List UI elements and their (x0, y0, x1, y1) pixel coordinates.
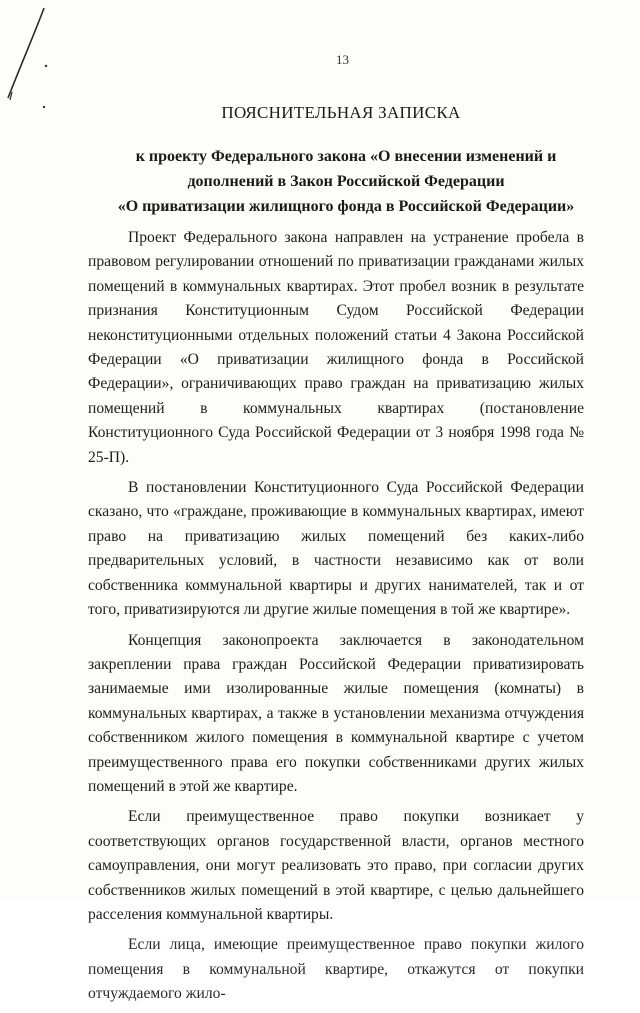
subtitle-line: дополнений в Закон Российской Федерации (187, 173, 505, 190)
document-subtitle (96, 144, 596, 219)
page-number: 13 (336, 52, 349, 67)
body-paragraph: Проект Федерального закона направлен на устранение пробела в правовом регулировании отношений по приватизации гражданами жилых помещений в коммунальных квартирах. Этот пробел возник в результате признания Конституционным Судом Российской Федерации неконституционными отдельных положений статьи 4 Закона Российской Федерации «О приватизации жилищного фонда в Российской Федерации», ограничивающих право граждан на приватизацию жилых помещений в коммунальных квартирах (постановление Конституционного Суда Российской Федерации от 3 ноября 1998 года № 25-П). (88, 229, 584, 466)
document-title: ПОЯСНИТЕЛЬНАЯ ЗАПИСКА (221, 103, 461, 122)
body-paragraph: Если лица, имеющие преимущественное право покупки жилого помещения в коммунальной квартире, откажутся от покупки отчуждаемого жило- (88, 936, 584, 1003)
subtitle-line: «О приватизации жилищного фонда в Российской Федерации» (117, 198, 575, 215)
body-paragraph: Концепция законопроекта заключается в законодательном закреплении права граждан Российской Федерации приватизировать занимаемые ими изолированные жилые помещения (комнаты) в коммунальных квартирах, а также в установлении механизма отчуждения собственником жилого помещения в коммунальной квартире с учетом преимущественного права его покупки собственниками других жилых помещений в этой же квартире. (88, 631, 584, 795)
body-paragraph: Если преимущественное право покупки возникает у соответствующих органов государственной власти, органов местного самоуправления, они могут реализовать это право, при согласии других собственников жилых помещений в этой квартире, с целью дальнейшего расселения коммунальной квартиры. (88, 808, 584, 923)
subtitle-line: к проекту Федерального закона «О внесении изменений и (135, 148, 557, 165)
body-paragraph: В постановлении Конституционного Суда Российской Федерации сказано, что «граждане, проживающие в коммунальных квартирах, имеют право на приватизацию жилых помещений без каких-либо предварительных условий, в частности независимо как от воли собственника коммунальной квартиры и других нанимателей, так и от того, приватизируются ли другие жилые помещения в той же квартире». (88, 479, 584, 619)
document-body (88, 226, 584, 1013)
